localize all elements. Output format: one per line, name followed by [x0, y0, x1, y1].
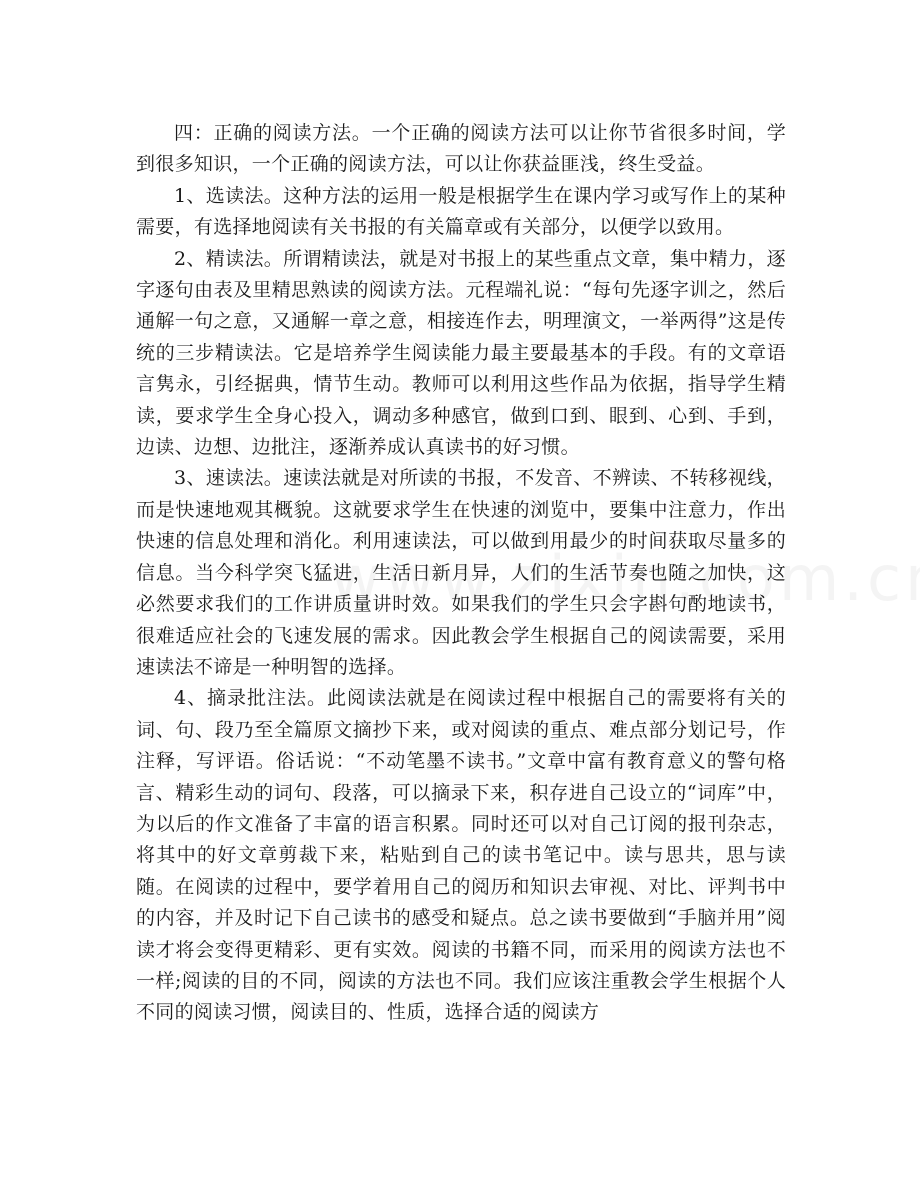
paragraph-intensive-reading: 2、精读法。所谓精读法，就是对书报上的某些重点文章，集中精力，逐字逐句由表及里精思熟读的阅读方法。元程端礼说：“每句先逐字训之，然后通解一句之意，又通解一章之意，相接连作去，明理演文，一举两得”这是传统的三步精读法。它是培养学生阅读能力最主要最基本的手段。有的文章语言隽永，引经据典，情节生动。教师可以利用这些作品为依据，指导学生精读，要求学生全身心投入，调动多种感官，做到口到、眼到、心到、手到，边读、边想、边批注，逐渐养成认真读书的好习惯。	[136, 247, 786, 459]
paragraph-selective-reading: 1、选读法。这种方法的运用一般是根据学生在课内学习或写作上的某种需要，有选择地阅读有关书报的有关篇章或有关部分，以便学以致用。	[136, 184, 786, 239]
document-body	[136, 118, 786, 1029]
paragraph-excerpt-annotation: 4、摘录批注法。此阅读法就是在阅读过程中根据自己的需要将有关的词、句、段乃至全篇原文摘抄下来，或对阅读的重点、难点部分划记号，作注释，写评语。俗话说：“不动笔墨不读书。”文章中富有教育意义的警句格言、精彩生动的词句、段落，可以摘录下来，积存进自己设立的“词库”中，为以后的作文准备了丰富的语言积累。同时还可以对自己订阅的报刊杂志，将其中的好文章剪裁下来，粘贴到自己的读书笔记中。读与思共，思与读随。在阅读的过程中，要学着用自己的阅历和知识去审视、对比、评判书中的内容，并及时记下自己读书的感受和疑点。总之读书要做到“手脑并用”阅读才将会变得更精彩、更有实效。阅读的书籍不同，而采用的阅读方法也不一样;阅读的目的不同，阅读的方法也不同。我们应该注重教会学生根据个人不同的阅读习惯，阅读目的、性质，选择合适的阅读方	[136, 687, 786, 1024]
paragraph-speed-reading: 3、速读法。速读法就是对所读的书报，不发音、不辨读、不转移视线，而是快速地观其概貌。这就要求学生在快速的浏览中，要集中注意力，作出快速的信息处理和消化。利用速读法，可以做到用最少的时间获取尽量多的信息。当今科学突飞猛进，生活日新月异，人们的生活节奏也随之加快，这必然要求我们的工作讲质量讲时效。如果我们的学生只会字斟句酌地读书，很难适应社会的飞速发展的需求。因此教会学生根据自己的阅读需要，采用速读法不谛是一种明智的选择。	[136, 467, 786, 678]
paragraph-intro: 四：正确的阅读方法。一个正确的阅读方法可以让你节省很多时间，学到很多知识，一个正确的阅读方法，可以让你获益匪浅，终生受益。	[136, 122, 786, 176]
